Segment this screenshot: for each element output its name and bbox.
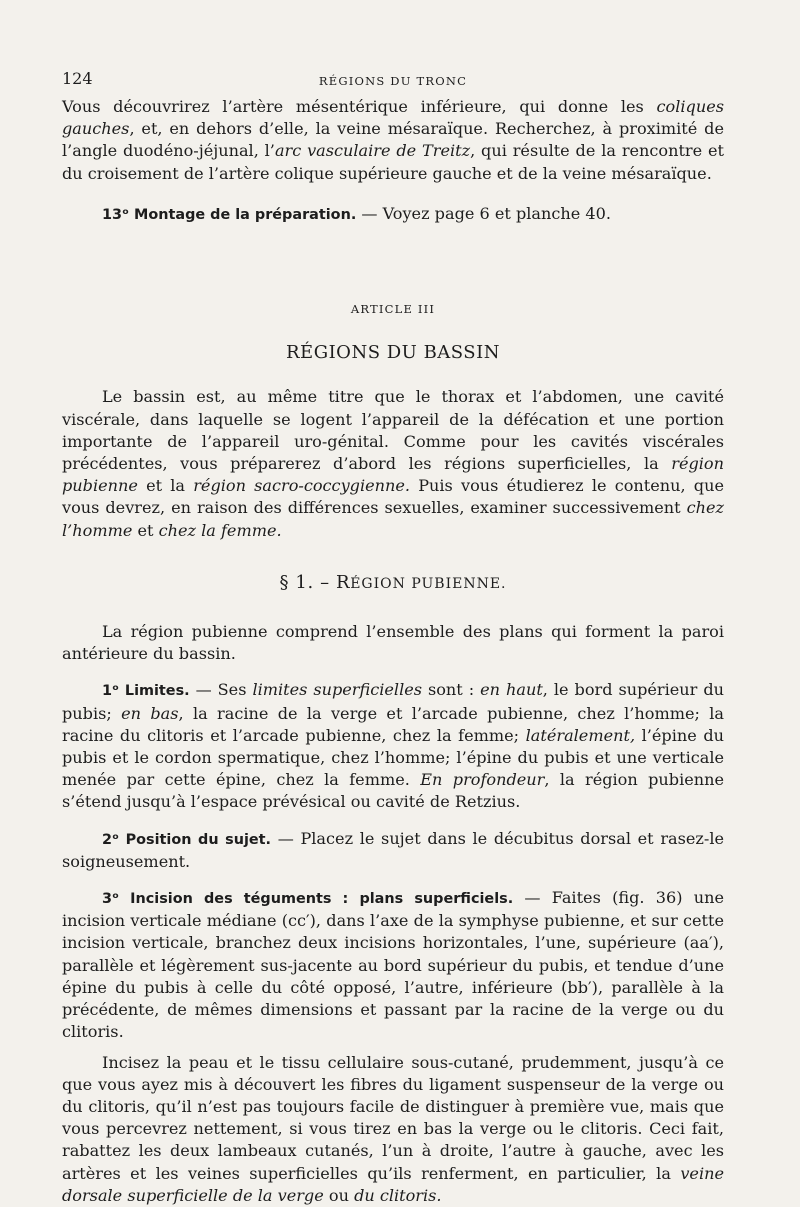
book-page — [62, 68, 724, 1207]
subheading-position: 2ᵒ Position du sujet. — [102, 831, 272, 848]
page-number: 124 — [62, 69, 93, 88]
article-title: RÉGIONS DU BASSIN — [286, 342, 500, 364]
section-title: § 1. – RÉGION PUBIENNE. — [279, 571, 507, 593]
paragraph-incision: 3ᵒ Incision des téguments : plans superficiels. — Faites (fig. 36) une incision verticale médiane (cc′), dans l’axe de la symphyse pubienne, et sur cette incision verticale, branchez deux incisions horizontales, l’une, supérieure (aa′), parallèle et légèrement sus-jacente au bord supérieur du pubis, et tendue d’une épine du pubis à celle du côté opposé, l’autre, inférieure (bb′), parallèle à la précédente, de mêmes dimensions et passant par la racine de la verge ou du clitoris. — [62, 888, 725, 1042]
paragraph-position: 2ᵒ Position du sujet. — Placez le sujet dans le décubitus dorsal et rasez-le soigneusement. — [62, 828, 724, 871]
paragraph-montage: 13ᵒ Montage de la préparation. — Voyez page 6 et planche 40. — [102, 203, 611, 223]
article-label: ARTICLE III — [350, 302, 436, 317]
subheading-incision: 3ᵒ Incision des téguments : plans superficiels. — [102, 891, 514, 908]
paragraph-limites: 1ᵒ Limites. — Ses limites superficielles sont : en haut, le bord supérieur du pubis; en bas, la racine de la verge et l’arcade pubienne, chez l’homme; la racine du clitoris et l’arcade pubienne, chez la femme; latéralement, l’épine du pubis et le cordon spermatique, chez l’homme; l’épine du pubis et une verticale menée par cette épine, chez la femme. En profondeur, la région pubienne s’étend jusqu’à l’espace prévésical ou cavité de Retzius. — [62, 680, 725, 812]
paragraph-definition: La région pubienne comprend l’ensemble des plans qui forment la paroi antérieure du bassin. — [62, 622, 724, 664]
paragraph-lambeaux: Incisez la peau et le tissu cellulaire sous-cutané, prudemment, jusqu’à ce que vous ayez mis à découvert les fibres du ligament suspenseur de la verge ou du clitoris, qu’il n’est pas toujours facile de distinguer à première vue, mais que vous percevrez nettement, si vous tirez en bas la verge ou le clitoris. Ceci fait, rabattez les deux lambeaux cutanés, l’un à droite, l’autre à gauche, avec les artères et les veines superficielles qu’ils renferment, en particulier, la veine dorsale superficielle de la verge ou du clitoris. — [62, 1052, 724, 1205]
running-header — [62, 68, 724, 92]
subheading-limites: 1ᵒ Limites. — [102, 683, 190, 700]
running-title: RÉGIONS DU TRONC — [318, 74, 468, 88]
subheading-montage: 13ᵒ Montage de la préparation. — [102, 206, 357, 223]
paragraph-arteries: Vous découvrirez l’artère mésentérique inférieure, qui donne les coliques gauches, et, en dehors d’elle, la veine mésaraïque. Recherchez, à proximité de l’angle duodéno-jéjunal, l’arc vasculaire de Treitz, qui résulte de la rencontre et du croisement de l’artère colique supérieure gauche et de la veine mésaraïque. — [62, 97, 724, 183]
paragraph-intro: Le bassin est, au même titre que le thorax et l’abdomen, une cavité viscérale, dans laquelle se logent l’appareil de la défécation et une portion importante de l’appareil uro-génital. Comme pour les cavités viscérales précédentes, vous préparerez d’abord les régions superficielles, la région pubienne et la région sacro-coccygienne. Puis vous étudierez le contenu, que vous devrez, en raison des différences sexuelles, examiner successivement chez l’homme et chez la femme. — [62, 387, 724, 540]
